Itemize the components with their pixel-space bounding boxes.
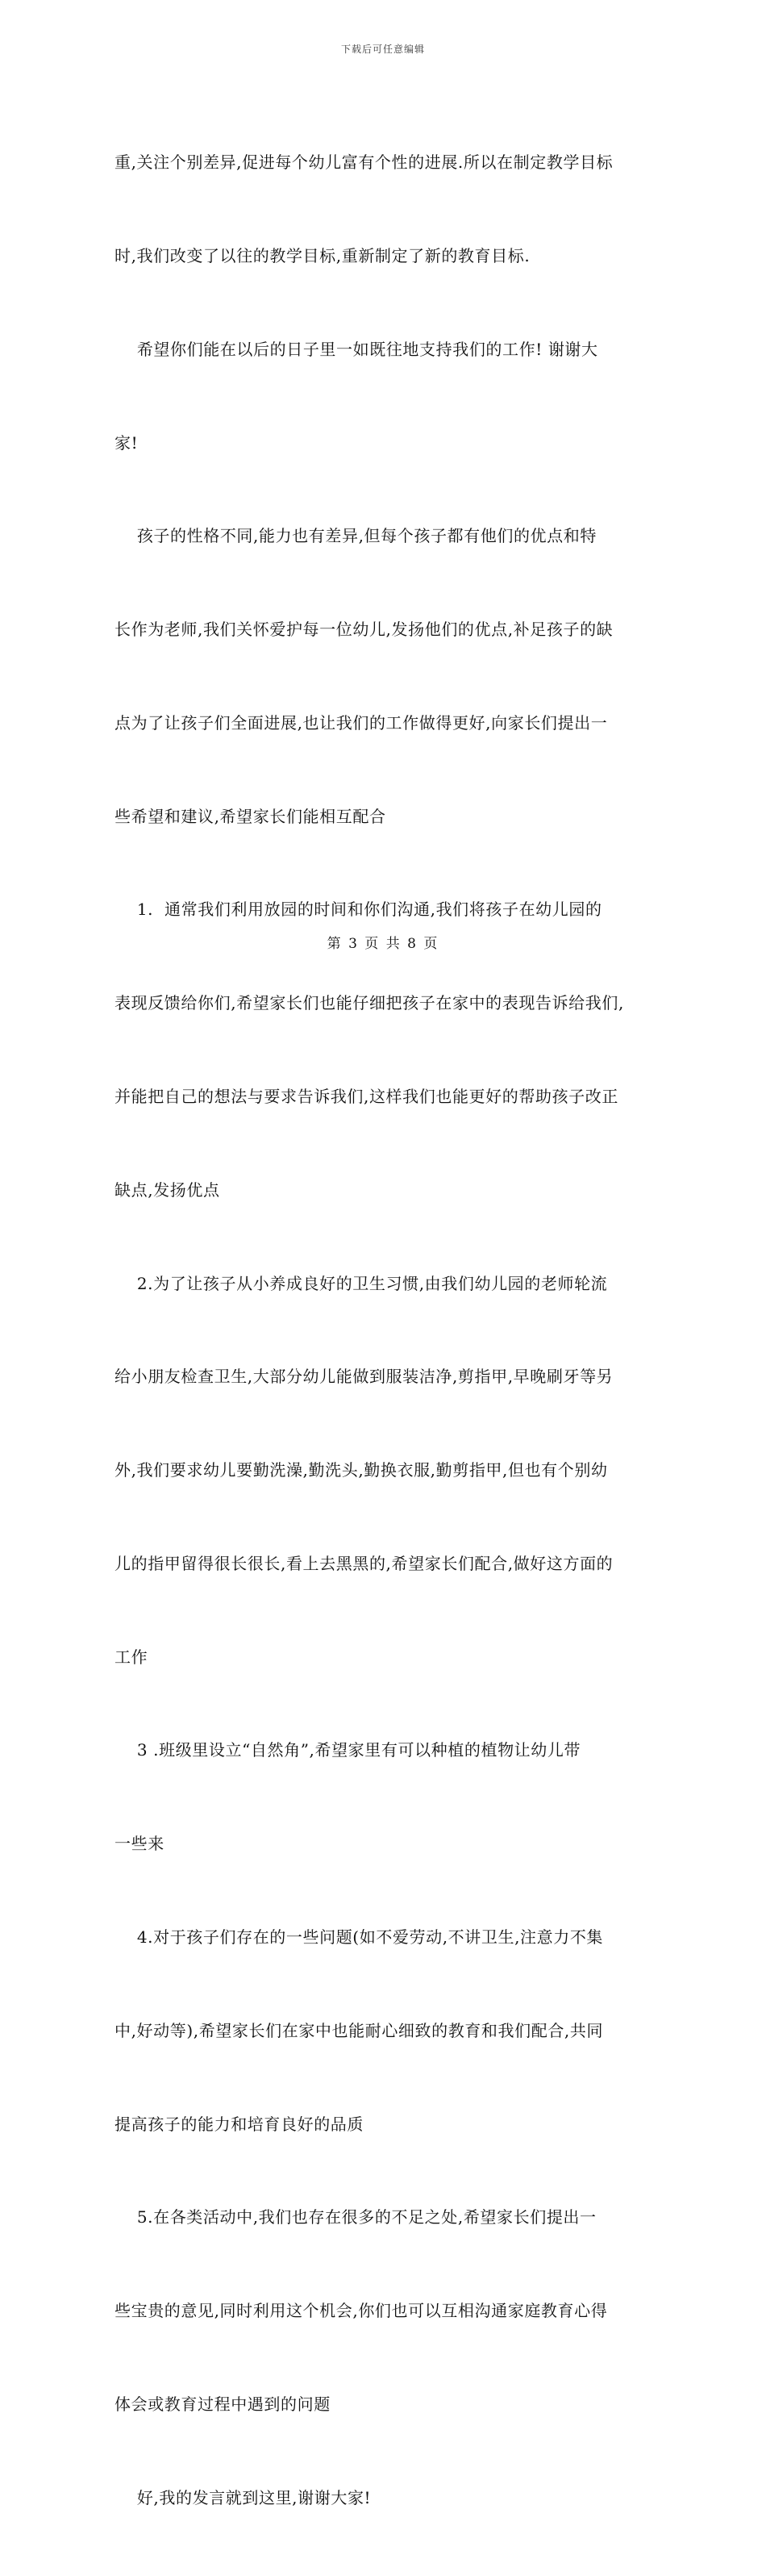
page-footer: 第 3 页 共 8 页 [327, 936, 439, 952]
text-line: 点为了让孩子们全面进展,也让我们的工作做得更好,向家长们提出一 [114, 712, 608, 733]
text-line: 时,我们改变了以往的教学目标,重新制定了新的教育目标. [114, 245, 531, 265]
text-line: 工作 [114, 1647, 148, 1667]
text-line: 缺点,发扬优点 [114, 1179, 220, 1200]
text-line: 些希望和建议,希望家长们能相互配合 [114, 806, 386, 826]
page-header: 下载后可任意编辑 [340, 44, 425, 55]
text-line: 5.在各类活动中,我们也存在很多的不足之处,希望家长们提出一 [114, 2207, 597, 2227]
text-line: 体会或教育过程中遇到的问题 [114, 2394, 331, 2414]
text-line: 些宝贵的意见,同时利用这个机会,你们也可以互相沟通家庭教育心得 [114, 2301, 608, 2321]
text-line: 2.为了让孩子从小养成良好的卫生习惯,由我们幼儿园的老师轮流 [114, 1273, 608, 1293]
text-line: 1. 通常我们利用放园的时间和你们沟通,我们将孩子在幼儿园的 [114, 900, 602, 920]
text-line: 提高孩子的能力和培育良好的品质 [114, 2114, 364, 2134]
text-line: 好,我的发言就到这里,谢谢大家! [114, 2487, 372, 2507]
document-body [114, 85, 647, 2576]
text-line: 表现反馈给你们,希望家长们也能仔细把孩子在家中的表现告诉给我们, [114, 993, 624, 1013]
body-text [114, 85, 647, 2576]
text-line: 3 .班级里设立“自然角”,希望家里有可以种植的植物让幼儿带 [114, 1740, 581, 1760]
text-line: 中,好动等),希望家长们在家中也能耐心细致的教育和我们配合,共同 [114, 2020, 604, 2040]
text-line: 重,关注个别差异,促进每个幼儿富有个性的进展.所以在制定教学目标 [114, 152, 614, 173]
text-line: 一些来 [114, 1834, 164, 1854]
text-line: 4.对于孩子们存在的一些问题(如不爱劳动,不讲卫生,注意力不集 [114, 1927, 604, 1948]
text-line: 给小朋友检查卫生,大部分幼儿能做到服装洁净,剪指甲,早晚刷牙等另 [114, 1367, 614, 1387]
text-line: 儿的指甲留得很长很长,看上去黑黑的,希望家长们配合,做好这方面的 [114, 1553, 614, 1573]
text-line: 希望你们能在以后的日子里一如既往地支持我们的工作! 谢谢大 [114, 339, 598, 359]
text-line: 长作为老师,我们关怀爱护每一位幼儿,发扬他们的优点,补足孩子的缺 [114, 620, 614, 640]
text-line: 孩子的性格不同,能力也有差异,但每个孩子都有他们的优点和特 [114, 526, 597, 546]
text-line: 家! [114, 432, 139, 453]
text-line: 外,我们要求幼儿要勤洗澡,勤洗头,勤换衣服,勤剪指甲,但也有个别幼 [114, 1460, 608, 1480]
text-line: 并能把自己的想法与要求告诉我们,这样我们也能更好的帮助孩子改正 [114, 1087, 618, 1106]
